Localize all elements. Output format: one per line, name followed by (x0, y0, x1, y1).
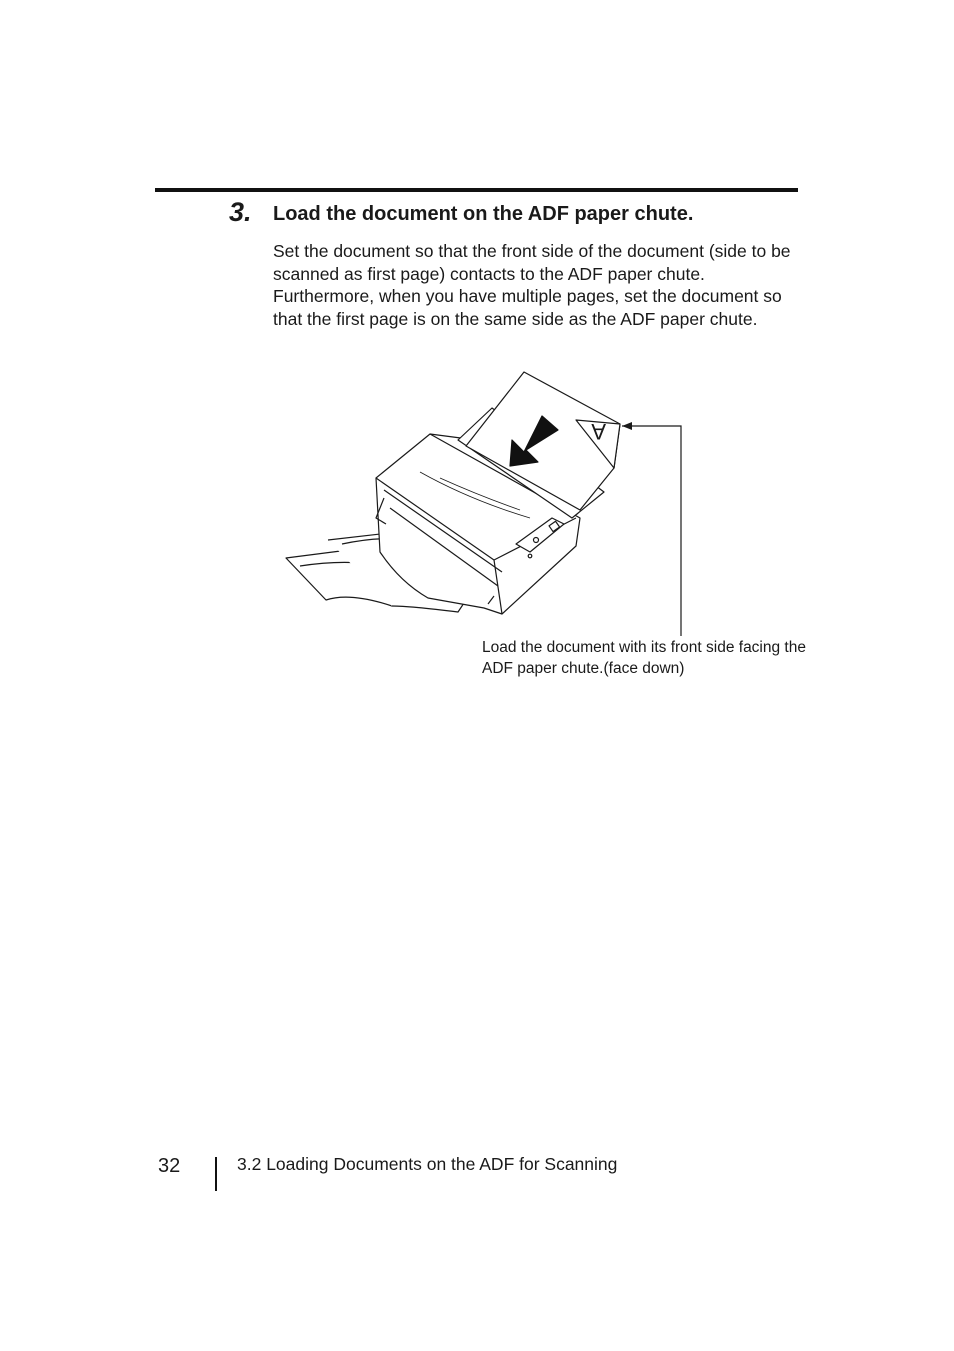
top-rule (155, 188, 798, 192)
footer-divider (215, 1157, 217, 1191)
callout-leader (622, 426, 681, 636)
step-body: Set the document so that the front side of the document (side to be scanned as first page) contacts to the ADF paper chute. Furthermore, when you have multiple pages, set the document so that the first page is on the same side as the ADF paper chute. (273, 241, 791, 329)
footer-section-title: 3.2 Loading Documents on the ADF for Scanning (237, 1154, 618, 1174)
page-number: 32 (158, 1155, 181, 1177)
figure-callout: Load the document with its front side facing the ADF paper chute.(face down) (482, 639, 806, 677)
step-number: 3. (229, 197, 252, 227)
step-title: Load the document on the ADF paper chute. (273, 203, 694, 225)
scanner-illustration (280, 368, 700, 636)
document-letter: A (591, 419, 606, 444)
